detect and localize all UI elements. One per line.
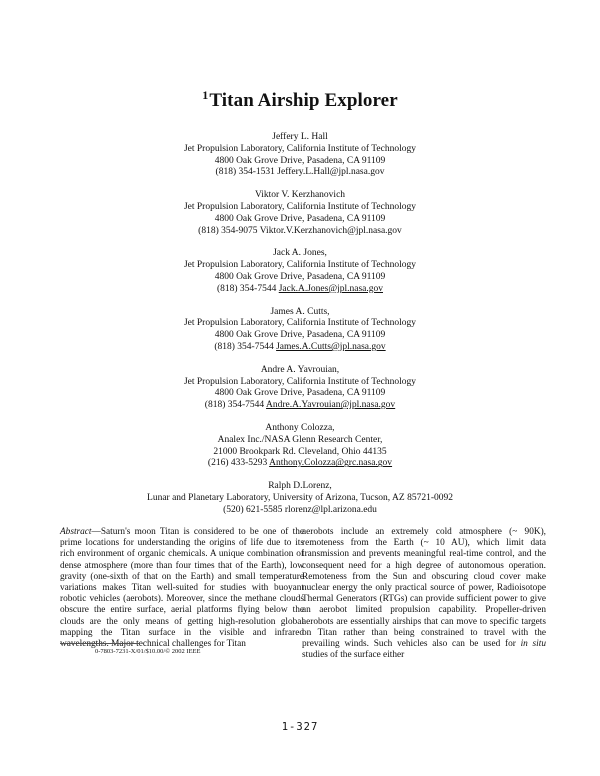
author-contact: [0, 284, 600, 296]
author-block: [0, 365, 600, 412]
abstract-paragraph: [60, 527, 304, 650]
author-block: [0, 132, 600, 179]
author-email-link[interactable]: James.A.Cutts@jpl.nasa.gov: [276, 341, 386, 352]
author-email: rlorenz@lpl.arizona.edu: [284, 504, 377, 515]
author-phone: (818) 354-7544: [204, 400, 265, 411]
author-block: [0, 248, 600, 295]
author-block: [0, 190, 600, 237]
author-contact: [0, 400, 600, 412]
author-phone: (818) 354-1531: [215, 167, 275, 178]
abstract-left-column: [60, 527, 304, 650]
author-email: Jeffery.L.Hall@jpl.nasa.gov: [277, 167, 385, 178]
abstract-paragraph-continued: [302, 527, 546, 661]
author-affiliation: Lunar and Planetary Laboratory, University of Arizona, Tucson, AZ 85721-0092: [147, 492, 453, 503]
author-name: Jack A. Jones,: [273, 248, 327, 259]
author-block: [0, 307, 600, 354]
abstract-right-text-end: studies of the surface either: [302, 650, 405, 661]
author-affiliation: Analex Inc./NASA Glenn Research Center,: [217, 434, 383, 445]
author-phone: (520) 621-5585: [223, 504, 283, 515]
author-email-link[interactable]: Jack.A.Jones@jpl.nasa.gov: [278, 283, 383, 294]
author-address: 4800 Oak Grove Drive, Pasadena, CA 91109: [214, 271, 386, 282]
author-phone: (216) 433-5293: [207, 458, 268, 469]
title-text: Titan Airship Explorer: [209, 90, 398, 111]
footnote-rule: [60, 643, 140, 644]
author-phone: (818) 354-7544: [216, 283, 277, 294]
title-footnote-marker: 1: [202, 88, 209, 102]
author-email-link[interactable]: Anthony.Colozza@grc.nasa.gov: [269, 458, 393, 469]
author-email-link[interactable]: Andre.A.Yavrouian@jpl.nasa.gov: [266, 400, 396, 411]
author-contact: [0, 167, 600, 179]
page-number: 1-327: [281, 721, 319, 733]
abstract-italic-term: in situ: [520, 639, 546, 650]
author-email: Viktor.V.Kerzhanovich@jpl.nasa.gov: [259, 225, 402, 236]
author-block: [0, 423, 600, 470]
author-name: Andre A. Yavrouian,: [260, 364, 340, 375]
author-address: 4800 Oak Grove Drive, Pasadena, CA 91109: [214, 330, 386, 341]
abstract-right-column: [302, 527, 546, 661]
abstract-left-text: —Saturn's moon Titan is considered to be one of the prime locations for understanding the origins of life due to its rich environment of organic chemicals. A unique combination of dense atmosphere (more than four times that of the Earth), low gravity (one-sixth of that on the Earth) and small temperature variations makes Titan well-suited for studies with buoyant robotic vehicles (aerobots). Moreover, since the methane clouds obscure the entire surface, aerial platforms flying below the clouds are the only means of getting high-resolution global mapping the Titan surface in the visible and infrared wavelengths. Major technical challenges for Titan: [60, 527, 304, 650]
author-phone: (818) 354-9075: [198, 225, 258, 236]
paper-title: [0, 88, 600, 112]
author-name: Viktor V. Kerzhanovich: [254, 190, 346, 201]
author-name: Ralph D.Lorenz,: [268, 481, 332, 492]
author-affiliation: Jet Propulsion Laboratory, California Institute of Technology: [183, 143, 417, 154]
author-address: 21000 Brookpark Rd. Cleveland, Ohio 44135: [213, 446, 387, 457]
author-address: 4800 Oak Grove Drive, Pasadena, CA 91109: [214, 213, 386, 224]
abstract-label: Abstract: [60, 527, 92, 537]
author-block: [0, 481, 600, 516]
author-name: Anthony Colozza,: [265, 422, 335, 433]
author-list: [0, 132, 600, 528]
author-affiliation: Jet Propulsion Laboratory, California Institute of Technology: [183, 201, 417, 212]
author-contact: [0, 342, 600, 354]
author-affiliation: Jet Propulsion Laboratory, California Institute of Technology: [183, 376, 417, 387]
copyright-footnote: 0-7803-7231-X/01/$10.00/© 2002 IEEE: [95, 648, 201, 655]
author-affiliation: Jet Propulsion Laboratory, California Institute of Technology: [183, 260, 417, 271]
abstract-right-text: aerobots include an extremely cold atmosphere (~ 90K), remoteness from the Earth (~ 10 AU), which limit data transmission and prevents meaningful real-time control, and the consequent need for a high degree of autonomous operation. Remoteness from the Sun and obscuring cloud cover make nuclear energy the only practical source of power, Radioisotope Thermal Generators (RTGs) can provide sufficient power to give an aerobot limited propulsion capability. Propeller-driven aerobots are essentially airships that can move to specific targets on Titan rather than being constrained to travel with the prevailing winds. Such vehicles also can be used for: [302, 527, 546, 650]
author-affiliation: Jet Propulsion Laboratory, California Institute of Technology: [183, 318, 417, 329]
author-phone: (818) 354-7544: [214, 341, 274, 352]
author-contact: [0, 505, 600, 517]
author-address: 4800 Oak Grove Drive, Pasadena, CA 91109: [214, 388, 386, 399]
author-contact: [0, 458, 600, 470]
author-contact: [0, 226, 600, 238]
author-name: Jeffery L. Hall: [272, 132, 328, 142]
author-name: James A. Cutts,: [270, 306, 330, 317]
author-address: 4800 Oak Grove Drive, Pasadena, CA 91109: [214, 155, 386, 166]
